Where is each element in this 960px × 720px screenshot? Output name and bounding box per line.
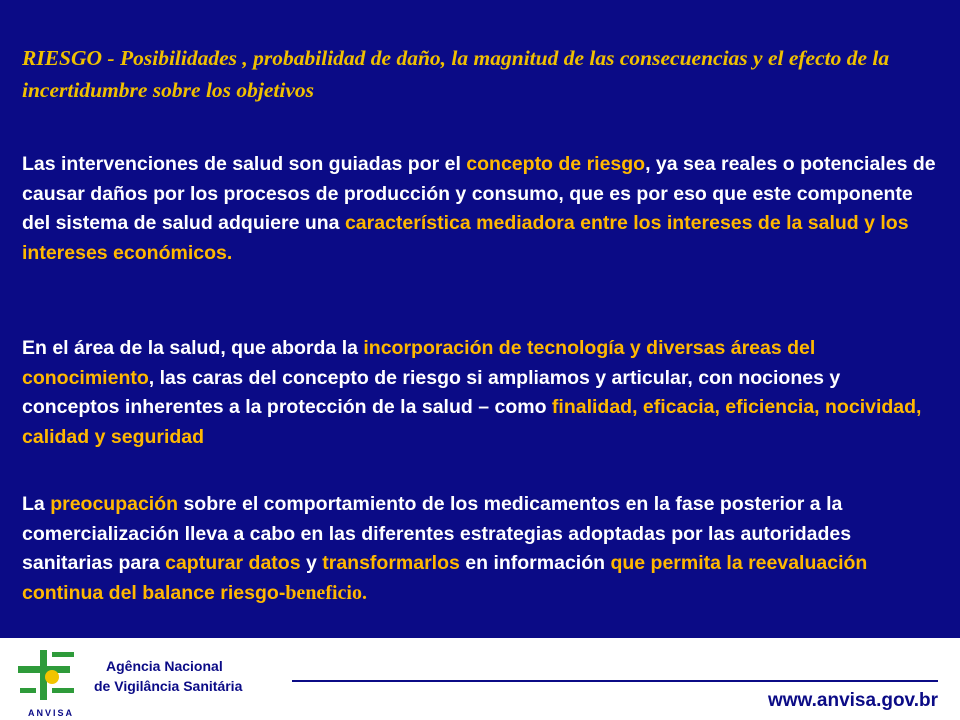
highlighted-text: beneficio. <box>285 581 367 604</box>
body-text: Las intervenciones de salud son guiadas por el <box>22 153 467 175</box>
logo-bar-bottom <box>52 688 74 693</box>
agency-name <box>94 656 242 696</box>
highlighted-text: capturar datos <box>165 552 301 574</box>
agency-line-1: Agência Nacional <box>106 658 223 674</box>
highlighted-text: preocupación <box>50 493 179 515</box>
body-text: y <box>300 552 323 574</box>
logo-bar-left <box>20 688 36 693</box>
highlighted-text: incorporación de tecnología y diversas áreas del conocimiento <box>22 337 816 389</box>
body-text: En el área de la salud, que aborda la <box>22 337 364 359</box>
footer <box>0 638 960 720</box>
logo-dot <box>45 670 59 684</box>
body-text: en información <box>459 552 611 574</box>
paragraph-1 <box>22 150 942 268</box>
body-text: La <box>22 493 51 515</box>
highlighted-text: característica mediadora entre los intereses de la salud y los intereses económicos. <box>22 212 909 264</box>
highlighted-text: que permita la reevaluación continua del balance riesgo- <box>22 552 868 604</box>
paragraph-3 <box>22 490 942 608</box>
anvisa-logo <box>16 644 86 720</box>
logo-text: ANVISA <box>27 708 75 718</box>
footer-divider <box>292 680 938 682</box>
logo-cross-horizontal <box>18 666 70 673</box>
slide-title: RIESGO - Posibilidades , probabilidad de daño, la magnitud de las consecuencias y el efecto de la incertidumbre sobre los objetivos <box>22 46 890 102</box>
logo-bar-top <box>52 652 74 657</box>
agency-line-2: de Vigilância Sanitária <box>94 678 243 694</box>
website-url[interactable]: www.anvisa.gov.br <box>768 690 938 711</box>
body-text: , las caras del concepto de riesgo si ampliamos y articular, con nociones y conceptos inherentes a la protección de la salud – como <box>22 366 841 418</box>
highlighted-text: concepto de riesgo <box>466 153 646 175</box>
paragraph-2 <box>22 334 942 452</box>
highlighted-text: transformarlos <box>322 552 460 574</box>
body-text: sobre el comportamiento de los medicamentos en la fase posterior a la comercialización lleva a cabo en las diferentes estrategias adoptadas por las autoridades sanitarias para <box>22 493 852 574</box>
body-text: , ya sea reales o potenciales de causar daños por los procesos de producción y consumo, que es por eso que este componente del sistema de salud adquiere una <box>22 153 936 234</box>
highlighted-text: finalidad, eficacia, eficiencia, nocividad, calidad y seguridad <box>22 396 922 448</box>
